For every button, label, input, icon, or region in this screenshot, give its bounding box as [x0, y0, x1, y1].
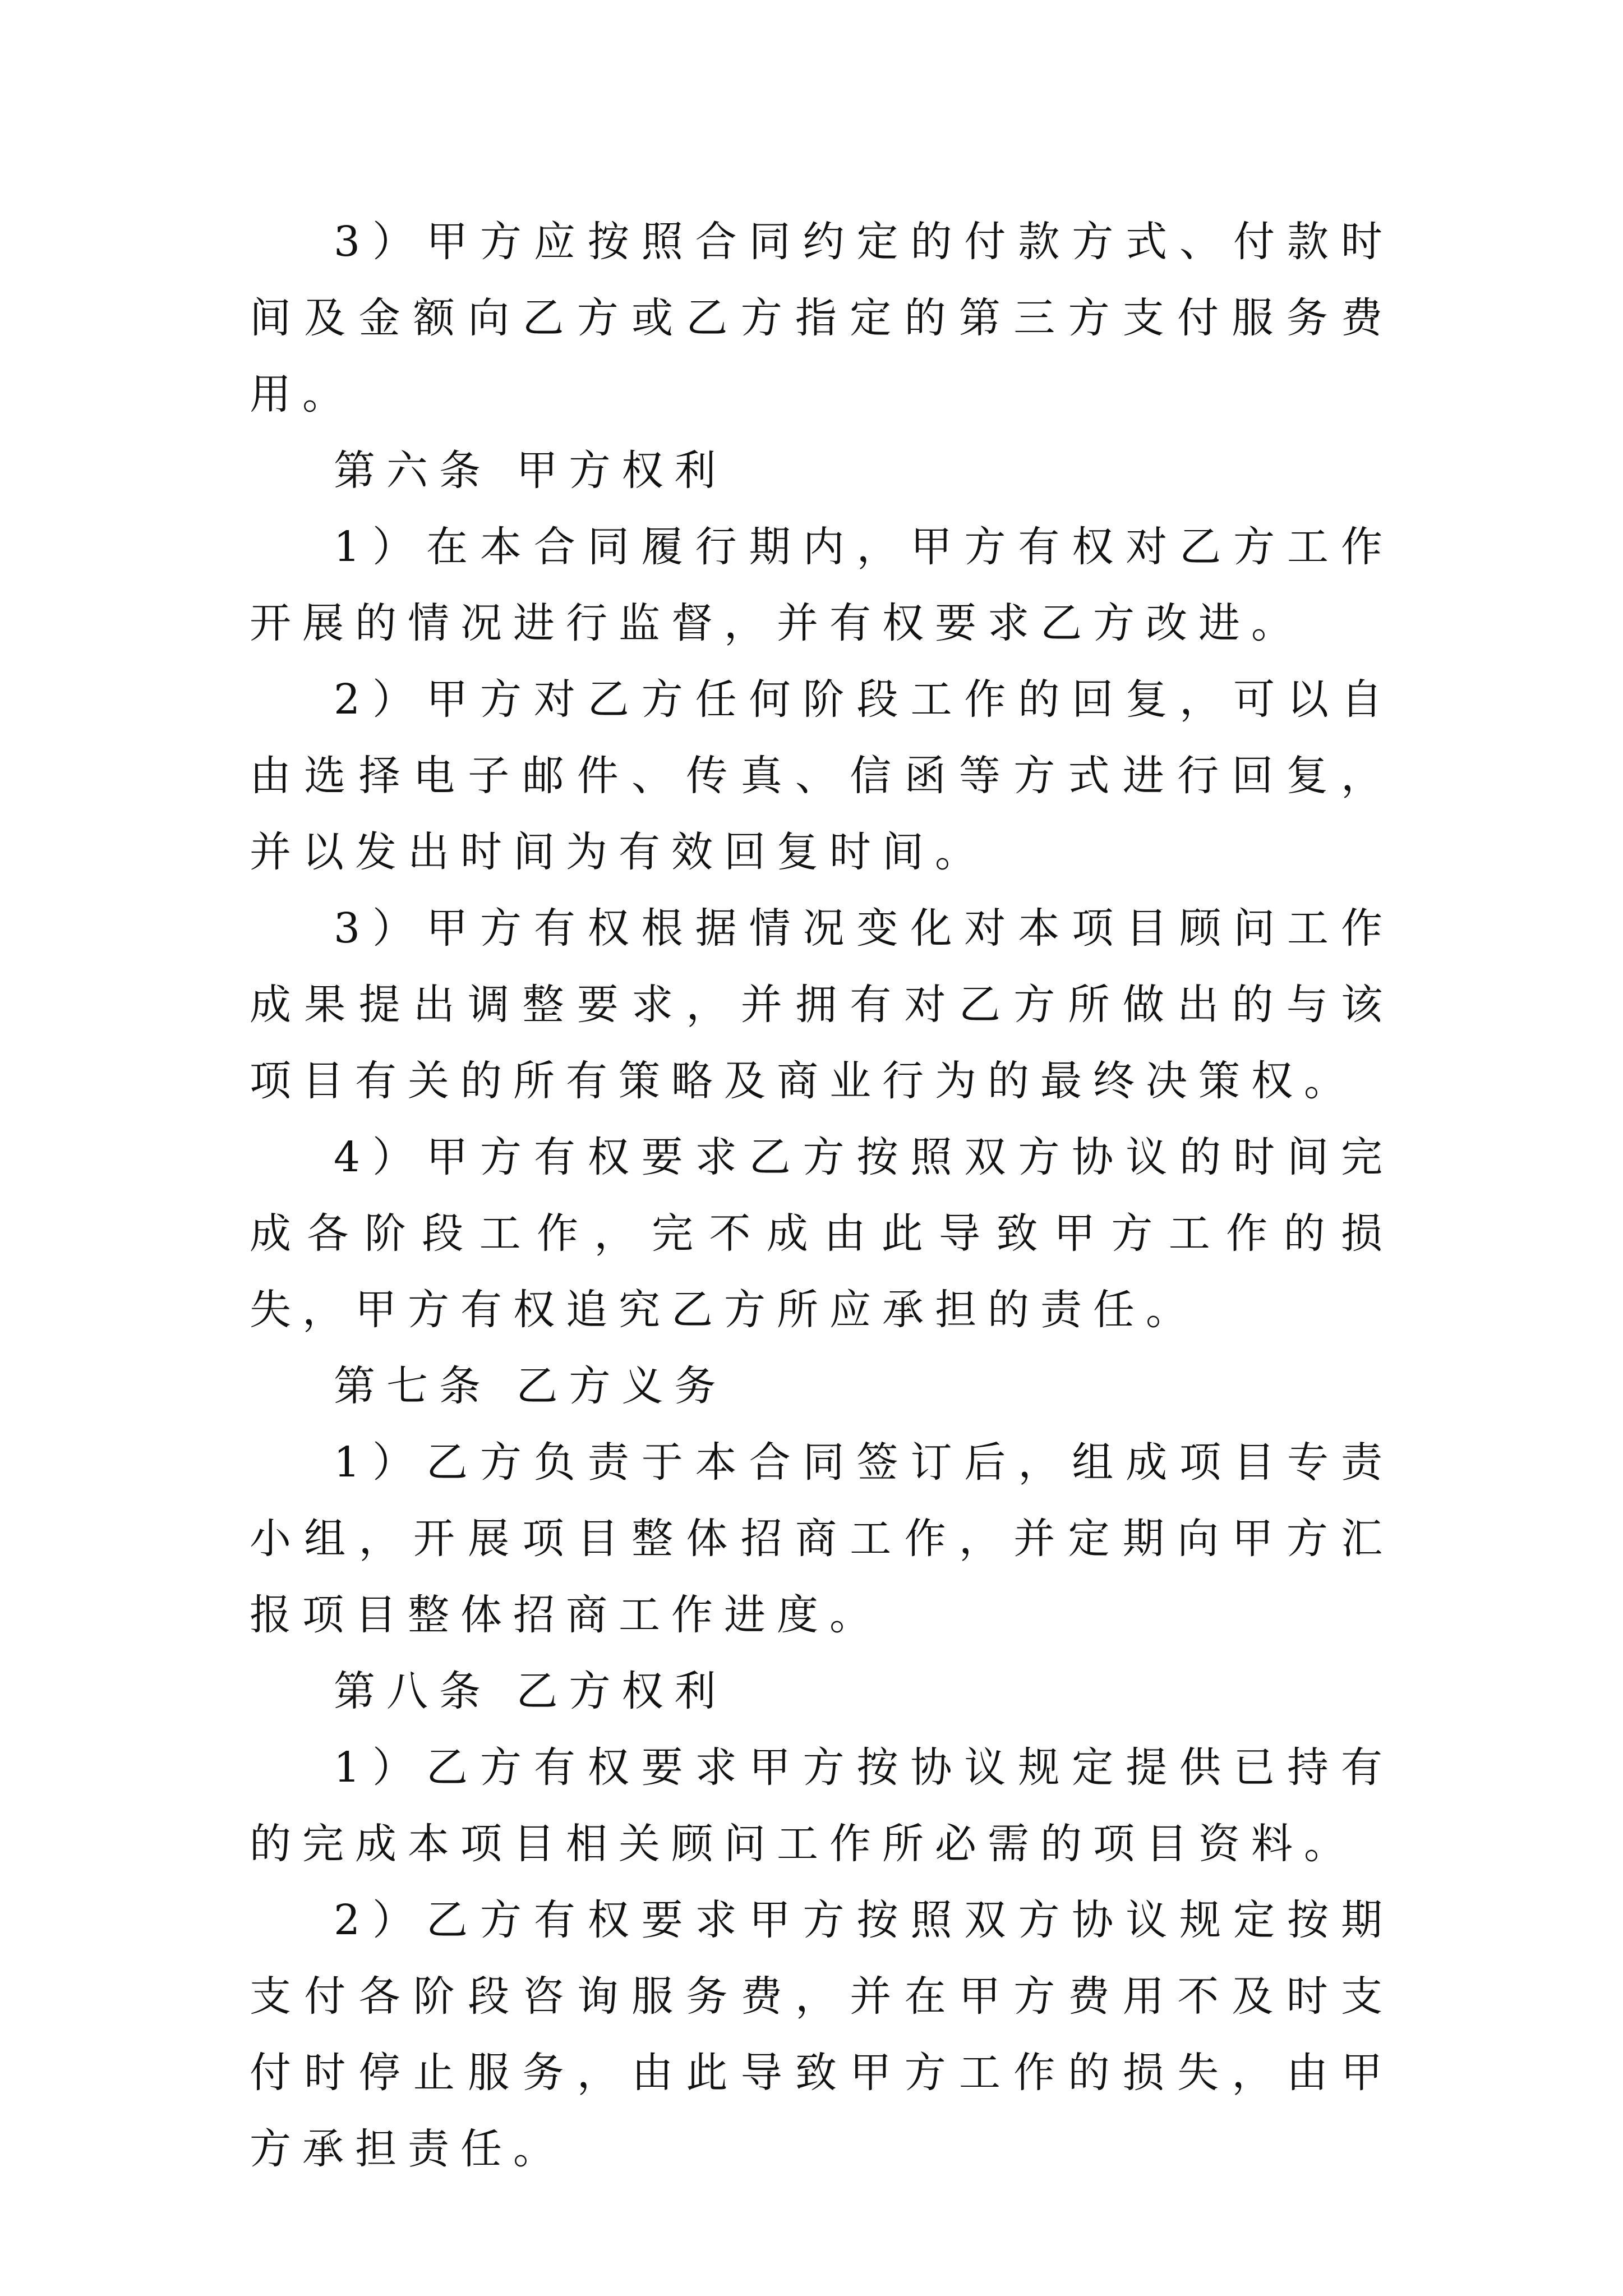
clause-6-item-2: 2）甲方对乙方任何阶段工作的回复，可以自由选择电子邮件、传真、信函等方式进行回复，并以发出时间为有效回复时间。	[250, 675, 1394, 876]
clause-6-title: 第六条 甲方权利	[334, 447, 727, 495]
clause-8-title: 第八条 乙方权利	[334, 1667, 727, 1715]
clause-6-item-4: 4）甲方有权要求乙方按照双方协议的时间完成各阶段工作，完不成由此导致甲方工作的损失，甲方有权追究乙方所应承担的责任。	[250, 1133, 1394, 1334]
clause-7-item-1: 1）乙方负责于本合同签订后，组成项目专责小组，开展项目整体招商工作，并定期向甲方汇报项目整体招商工作进度。	[250, 1438, 1394, 1639]
clause-5-item-3: 3）甲方应按照合同约定的付款方式、付款时间及金额向乙方或乙方指定的第三方支付服务费用。	[250, 218, 1394, 418]
clause-8-item-2: 2）乙方有权要求甲方按照双方协议规定按期支付各阶段咨询服务费，并在甲方费用不及时支付时停止服务，由此导致甲方工作的损失，由甲方承担责任。	[250, 1896, 1394, 2173]
clause-8-item-1: 1）乙方有权要求甲方按协议规定提供已持有的完成本项目相关顾问工作所必需的项目资料。	[250, 1743, 1394, 1868]
clause-6-item-3: 3）甲方有权根据情况变化对本项目顾问工作成果提出调整要求，并拥有对乙方所做出的与该项目有关的所有策略及商业行为的最终决策权。	[250, 904, 1394, 1105]
contract-body	[250, 204, 1394, 2187]
clause-7-title: 第七条 乙方义务	[334, 1362, 727, 1410]
clause-6-item-1: 1）在本合同履行期内，甲方有权对乙方工作开展的情况进行监督，并有权要求乙方改进。	[250, 523, 1394, 647]
